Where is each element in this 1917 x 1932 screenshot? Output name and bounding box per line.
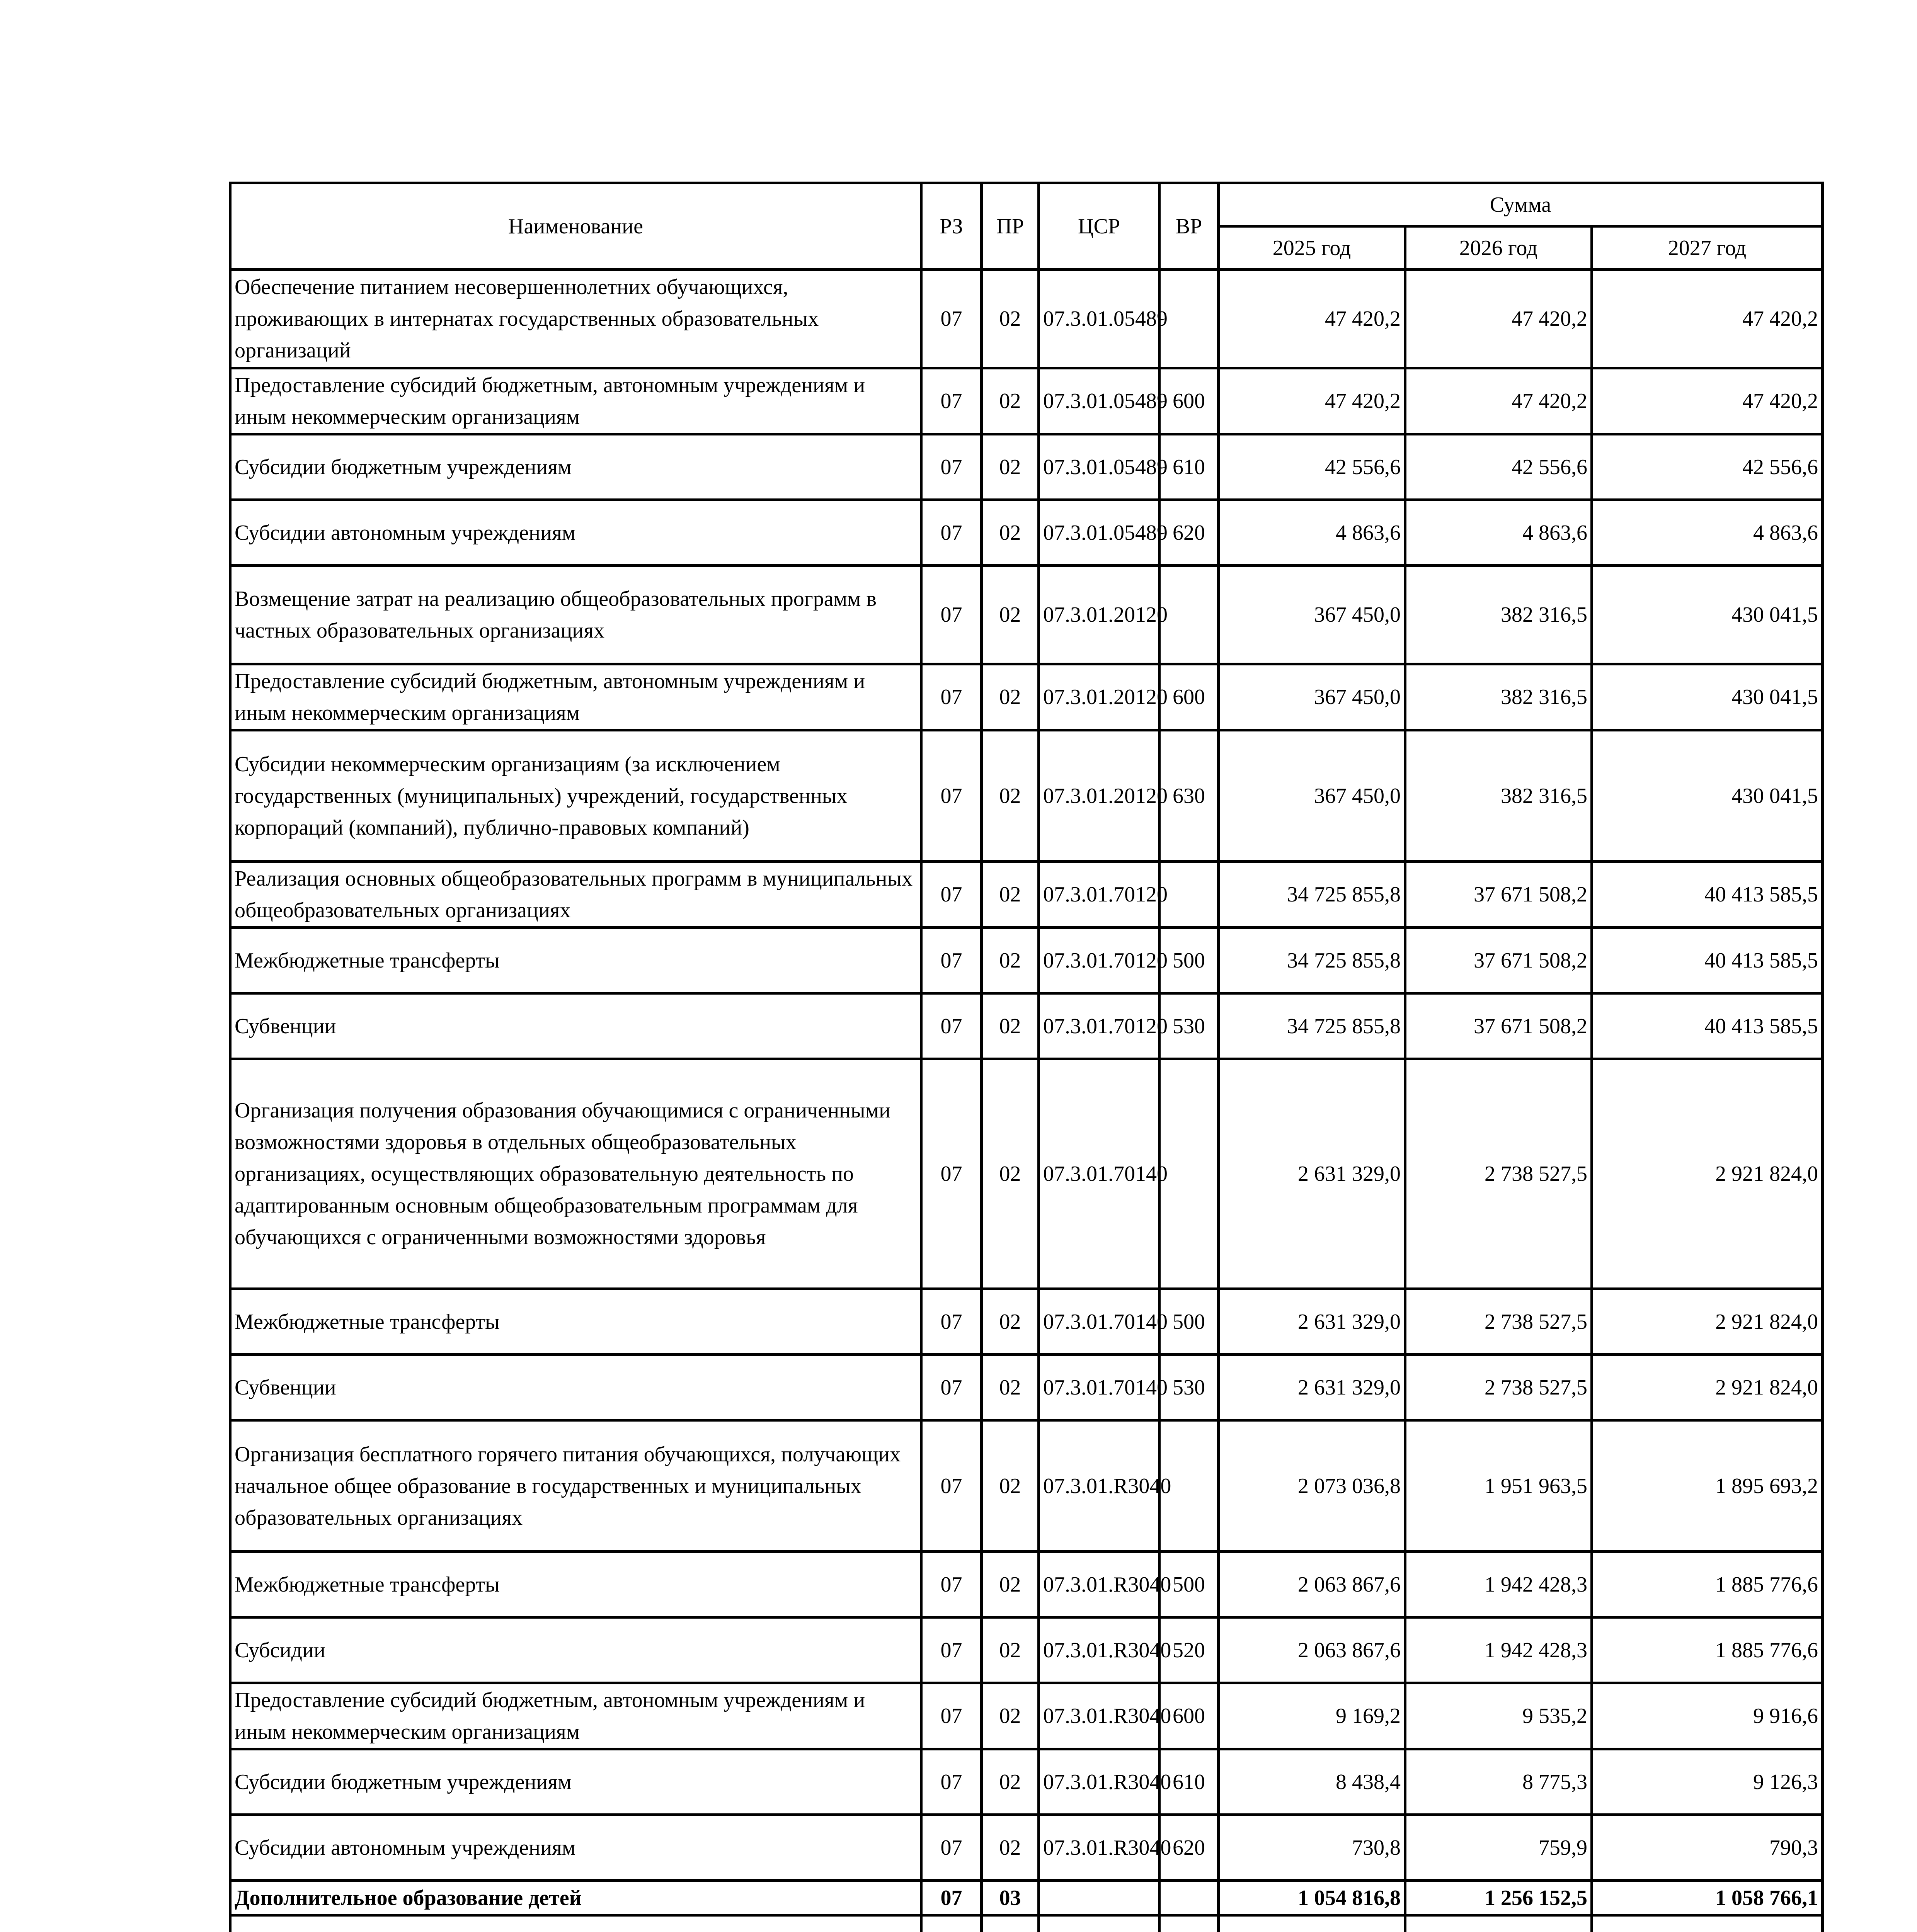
row-pr: 02 [982,500,1039,566]
row-csr: 07.3.01.R3040 [1039,1683,1159,1749]
amount-2027: 1 885 776,6 [1592,1617,1823,1683]
row-vr: 600 [1159,368,1219,434]
row-rz: 07 [921,1815,982,1881]
table-row [230,993,1823,1059]
amount-2025: 4 863,6 [1219,500,1405,566]
row-csr [1039,1915,1159,1932]
row-vr [1159,1915,1219,1932]
row-name: Субсидии некоммерческим организациям (за исключением государственных (муниципальных) учреждений, государственных корпораций (компаний), публично-правовых компаний) [230,730,921,862]
row-csr: 07.3.01.R3040 [1039,1552,1159,1617]
table-row [230,1289,1823,1355]
amount-2026 [1405,1915,1592,1932]
row-vr: 630 [1159,730,1219,862]
amount-2026: 37 671 508,2 [1405,862,1592,928]
row-name: Дополнительное образование детей [230,1881,921,1915]
row-rz: 07 [921,730,982,862]
row-vr: 620 [1159,500,1219,566]
row-csr: 07.3.01.70140 [1039,1289,1159,1355]
row-vr: 530 [1159,1355,1219,1420]
amount-2026: 2 738 527,5 [1405,1289,1592,1355]
row-rz: 07 [921,862,982,928]
amount-2027: 2 921 824,0 [1592,1059,1823,1289]
amount-2026: 1 942 428,3 [1405,1552,1592,1617]
row-vr [1159,862,1219,928]
header-vr: ВР [1159,183,1219,270]
row-csr: 07.3.01.20120 [1039,730,1159,862]
amount-2025: 1 054 816,8 [1219,1881,1405,1915]
row-csr: 07.3.01.05489 [1039,434,1159,500]
amount-2026: 37 671 508,2 [1405,928,1592,993]
row-name: Межбюджетные трансферты [230,1552,921,1617]
row-pr: 02 [982,1749,1039,1815]
row-pr: 02 [982,993,1039,1059]
amount-2026: 47 420,2 [1405,368,1592,434]
amount-2026: 47 420,2 [1405,270,1592,368]
row-rz: 07 [921,1617,982,1683]
amount-2026: 759,9 [1405,1815,1592,1881]
row-pr: 02 [982,1815,1039,1881]
row-name: Межбюджетные трансферты [230,1289,921,1355]
row-rz: 07 [921,500,982,566]
row-name: Межбюджетные трансферты [230,928,921,993]
amount-2027: 42 556,6 [1592,434,1823,500]
row-vr [1159,1059,1219,1289]
amount-2025: 2 063 867,6 [1219,1617,1405,1683]
row-vr: 520 [1159,1617,1219,1683]
amount-2026: 2 738 527,5 [1405,1355,1592,1420]
row-vr: 500 [1159,1289,1219,1355]
amount-2027 [1592,1915,1823,1932]
row-rz: 07 [921,434,982,500]
amount-2027: 2 921 824,0 [1592,1355,1823,1420]
amount-2026: 1 951 963,5 [1405,1420,1592,1552]
row-name: Предоставление субсидий бюджетным, автономным учреждениям и иным некоммерческим организациям [230,1683,921,1749]
row-pr [982,1915,1039,1932]
table-row [230,1552,1823,1617]
amount-2025: 2 631 329,0 [1219,1355,1405,1420]
amount-2027: 2 921 824,0 [1592,1289,1823,1355]
row-name: Реализация основных общеобразовательных программ в муниципальных общеобразовательных организациях [230,862,921,928]
table-row [230,1355,1823,1420]
row-name: Предоставление субсидий бюджетным, автономным учреждениям и иным некоммерческим организациям [230,368,921,434]
header-2025: 2025 год [1219,226,1405,270]
row-vr [1159,1881,1219,1915]
amount-2027: 1 885 776,6 [1592,1552,1823,1617]
row-csr: 07.3.01.R3040 [1039,1815,1159,1881]
row-csr: 07.3.01.20120 [1039,664,1159,730]
amount-2026: 9 535,2 [1405,1683,1592,1749]
table-row [230,1915,1823,1932]
row-name: Субсидии бюджетным учреждениям [230,1749,921,1815]
amount-2025: 34 725 855,8 [1219,862,1405,928]
row-pr: 02 [982,730,1039,862]
table-row [230,862,1823,928]
row-pr: 02 [982,1552,1039,1617]
row-rz: 07 [921,928,982,993]
header-sum: Сумма [1219,183,1823,226]
amount-2027: 9 916,6 [1592,1683,1823,1749]
row-rz: 07 [921,1881,982,1915]
table-body [230,270,1823,1932]
amount-2027: 47 420,2 [1592,270,1823,368]
row-pr: 02 [982,928,1039,993]
row-name: Субвенции [230,993,921,1059]
table-row [230,434,1823,500]
amount-2025: 47 420,2 [1219,368,1405,434]
row-pr: 03 [982,1881,1039,1915]
row-pr: 02 [982,270,1039,368]
row-rz: 07 [921,1420,982,1552]
amount-2027: 40 413 585,5 [1592,928,1823,993]
row-name: Субсидии [230,1617,921,1683]
amount-2027: 4 863,6 [1592,500,1823,566]
row-rz: 07 [921,993,982,1059]
row-rz: 07 [921,566,982,664]
amount-2025 [1219,1915,1405,1932]
table-row [230,1059,1823,1289]
row-name: Субсидии автономным учреждениям [230,1815,921,1881]
amount-2027: 430 041,5 [1592,664,1823,730]
row-vr: 620 [1159,1815,1219,1881]
amount-2025: 367 450,0 [1219,730,1405,862]
table-row [230,368,1823,434]
amount-2027: 9 126,3 [1592,1749,1823,1815]
amount-2027: 40 413 585,5 [1592,862,1823,928]
amount-2026: 37 671 508,2 [1405,993,1592,1059]
budget-table [229,182,1824,1932]
row-rz: 07 [921,1289,982,1355]
row-pr: 02 [982,1355,1039,1420]
amount-2027: 790,3 [1592,1815,1823,1881]
amount-2025: 9 169,2 [1219,1683,1405,1749]
row-pr: 02 [982,862,1039,928]
amount-2026: 382 316,5 [1405,664,1592,730]
amount-2025: 367 450,0 [1219,664,1405,730]
row-pr: 02 [982,368,1039,434]
row-pr: 02 [982,664,1039,730]
amount-2027: 47 420,2 [1592,368,1823,434]
row-csr: 07.3.01.05489 [1039,368,1159,434]
amount-2026: 42 556,6 [1405,434,1592,500]
amount-2025: 2 063 867,6 [1219,1552,1405,1617]
row-vr: 600 [1159,664,1219,730]
table-row [230,1617,1823,1683]
row-pr: 02 [982,1289,1039,1355]
row-name: Субсидии автономным учреждениям [230,500,921,566]
amount-2025: 34 725 855,8 [1219,928,1405,993]
row-vr [1159,270,1219,368]
row-csr [1039,1881,1159,1915]
header-pr: ПР [982,183,1039,270]
row-pr: 02 [982,1617,1039,1683]
row-pr: 02 [982,1059,1039,1289]
row-vr: 610 [1159,434,1219,500]
amount-2025: 2 631 329,0 [1219,1059,1405,1289]
table-row [230,566,1823,664]
amount-2026: 382 316,5 [1405,566,1592,664]
row-name: Субсидии бюджетным учреждениям [230,434,921,500]
row-vr: 600 [1159,1683,1219,1749]
row-rz: 07 [921,270,982,368]
row-rz: 07 [921,1683,982,1749]
row-rz: 07 [921,1059,982,1289]
row-pr: 02 [982,1683,1039,1749]
row-vr: 500 [1159,928,1219,993]
row-vr: 610 [1159,1749,1219,1815]
amount-2025: 34 725 855,8 [1219,993,1405,1059]
table-row [230,1749,1823,1815]
amount-2025: 2 631 329,0 [1219,1289,1405,1355]
amount-2025: 42 556,6 [1219,434,1405,500]
table-row [230,664,1823,730]
table-row [230,1420,1823,1552]
header-rz: РЗ [921,183,982,270]
amount-2026: 1 256 152,5 [1405,1881,1592,1915]
amount-2025: 47 420,2 [1219,270,1405,368]
amount-2026: 1 942 428,3 [1405,1617,1592,1683]
amount-2027: 430 041,5 [1592,566,1823,664]
row-vr: 530 [1159,993,1219,1059]
row-rz: 07 [921,664,982,730]
table-row [230,500,1823,566]
amount-2025: 8 438,4 [1219,1749,1405,1815]
row-pr: 02 [982,434,1039,500]
amount-2027: 430 041,5 [1592,730,1823,862]
row-csr: 07.3.01.70120 [1039,928,1159,993]
row-vr [1159,566,1219,664]
amount-2026: 2 738 527,5 [1405,1059,1592,1289]
row-csr: 07.3.01.05489 [1039,270,1159,368]
row-csr: 07.3.01.R3040 [1039,1617,1159,1683]
row-vr: 500 [1159,1552,1219,1617]
row-csr: 07.3.01.R3040 [1039,1749,1159,1815]
amount-2027: 1 058 766,1 [1592,1881,1823,1915]
row-pr: 02 [982,1420,1039,1552]
amount-2026: 8 775,3 [1405,1749,1592,1815]
header-2026: 2026 год [1405,226,1592,270]
row-csr: 07.3.01.70120 [1039,862,1159,928]
row-name: Организация получения образования обучающимися с ограниченными возможностями здоровья в отдельных общеобразовательных организациях, осуществляющих образовательную деятельность по адаптированным основным общеобразовательным программам для обучающихся с ограниченными возможностями здоровья [230,1059,921,1289]
table-row [230,730,1823,862]
row-csr: 07.3.01.70140 [1039,1059,1159,1289]
header-name: Наименование [230,183,921,270]
amount-2025: 367 450,0 [1219,566,1405,664]
amount-2027: 40 413 585,5 [1592,993,1823,1059]
row-csr: 07.3.01.70120 [1039,993,1159,1059]
row-name: Организация бесплатного горячего питания обучающихся, получающих начальное общее образование в государственных и муниципальных образовательных организациях [230,1420,921,1552]
row-csr: 07.3.01.20120 [1039,566,1159,664]
row-name: Возмещение затрат на реализацию общеобразовательных программ в частных образовательных организациях [230,566,921,664]
header-2027: 2027 год [1592,226,1823,270]
row-rz [921,1915,982,1932]
row-rz: 07 [921,368,982,434]
row-csr: 07.3.01.05489 [1039,500,1159,566]
table-row [230,270,1823,368]
amount-2026: 4 863,6 [1405,500,1592,566]
row-rz: 07 [921,1749,982,1815]
amount-2027: 1 895 693,2 [1592,1420,1823,1552]
amount-2026: 382 316,5 [1405,730,1592,862]
row-pr: 02 [982,566,1039,664]
header-csr: ЦСР [1039,183,1159,270]
amount-2025: 2 073 036,8 [1219,1420,1405,1552]
table-row [230,928,1823,993]
row-name [230,1915,921,1932]
table-row [230,1683,1823,1749]
table-row [230,1815,1823,1881]
row-rz: 07 [921,1355,982,1420]
row-name: Обеспечение питанием несовершеннолетних обучающихся, проживающих в интернатах государственных образовательных организаций [230,270,921,368]
row-name: Субвенции [230,1355,921,1420]
row-rz: 07 [921,1552,982,1617]
row-csr: 07.3.01.70140 [1039,1355,1159,1420]
row-name: Предоставление субсидий бюджетным, автономным учреждениям и иным некоммерческим организациям [230,664,921,730]
row-csr: 07.3.01.R3040 [1039,1420,1159,1552]
table-row [230,1881,1823,1915]
amount-2025: 730,8 [1219,1815,1405,1881]
